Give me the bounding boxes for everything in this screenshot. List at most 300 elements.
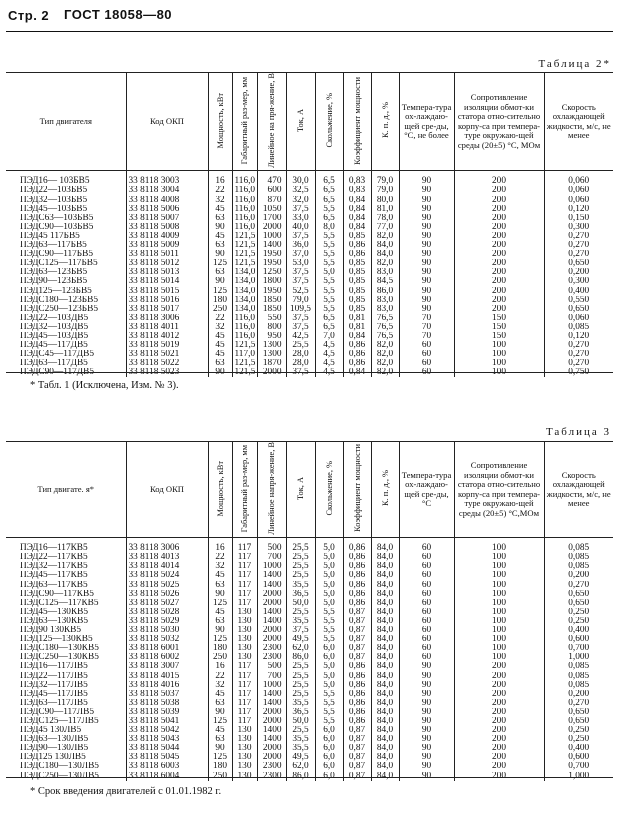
cell-code: 33 8118 3006 — [126, 314, 208, 323]
cell-current: 35,5 — [286, 581, 315, 590]
cell-voltage: 1800 — [257, 277, 286, 286]
cell-temp: 60 — [399, 562, 454, 571]
cell-voltage: 2300 — [257, 644, 286, 653]
cell-size: 134,0 — [232, 268, 257, 277]
cell-type: ПЭД125 130ЛВ5 — [20, 753, 86, 763]
cell-speed: 0,600 — [544, 753, 613, 762]
cell-resist: 200 — [454, 287, 544, 296]
table2-caption: Таблица 2* — [538, 58, 611, 70]
cell-voltage: 500 — [257, 662, 286, 671]
cell-pf: 0,87 — [343, 726, 371, 735]
cell-current: 25,5 — [286, 726, 315, 735]
cell-type: ПЭД22—103БВ5 — [20, 186, 88, 196]
col-header-current: Ток, А — [286, 442, 315, 538]
table-row — [6, 753, 613, 762]
cell-power: 90 — [208, 626, 232, 635]
table-row — [6, 590, 613, 599]
table-row — [6, 581, 613, 590]
cell-resist: 100 — [454, 350, 544, 359]
cell-resist: 200 — [454, 305, 544, 314]
cell-power: 22 — [208, 553, 232, 562]
cell-voltage: 1400 — [257, 690, 286, 699]
cell-eff: 82,0 — [371, 359, 399, 368]
cell-current: 25,5 — [286, 341, 315, 350]
cell-pf: 0,86 — [343, 590, 371, 599]
cell-speed: 0,085 — [544, 553, 613, 562]
cell-power: 63 — [208, 268, 232, 277]
cell-power: 63 — [208, 214, 232, 223]
cell-resist: 200 — [454, 690, 544, 699]
cell-pf: 0,86 — [343, 250, 371, 259]
cell-size: 117 — [232, 590, 257, 599]
cell-speed: 0,060 — [544, 196, 613, 205]
table-row — [6, 359, 613, 368]
cell-eff: 84,0 — [371, 690, 399, 699]
table-row — [6, 241, 613, 250]
cell-resist: 200 — [454, 717, 544, 726]
table-row — [6, 617, 613, 626]
cell-temp: 60 — [399, 635, 454, 644]
cell-size: 130 — [232, 772, 257, 781]
table-row — [6, 553, 613, 562]
cell-pf: 0,87 — [343, 644, 371, 653]
cell-eff: 76,5 — [371, 332, 399, 341]
cell-power: 22 — [208, 186, 232, 195]
cell-pf: 0,86 — [343, 699, 371, 708]
cell-voltage: 1400 — [257, 608, 286, 617]
cell-voltage: 2000 — [257, 599, 286, 608]
cell-current: 25,5 — [286, 562, 315, 571]
cell-speed: 1,000 — [544, 772, 613, 781]
cell-voltage: 1400 — [257, 699, 286, 708]
cell-speed: 0,250 — [544, 608, 613, 617]
cell-temp: 60 — [399, 368, 454, 377]
cell-voltage: 1850 — [257, 296, 286, 305]
cell-power: 45 — [208, 341, 232, 350]
cell-voltage: 700 — [257, 672, 286, 681]
cell-speed: 0,250 — [544, 735, 613, 744]
cell-current: 32,0 — [286, 196, 315, 205]
cell-eff: 84,0 — [371, 553, 399, 562]
cell-current: 35,5 — [286, 744, 315, 753]
cell-power: 125 — [208, 287, 232, 296]
cell-pf: 0,86 — [343, 581, 371, 590]
cell-type: ПЭД45—117ЛВ5 — [20, 689, 88, 699]
cell-code: 33 8118 5022 — [126, 359, 208, 368]
table-row — [6, 232, 613, 241]
cell-type: ПЭД63—117БВ5 — [20, 241, 87, 251]
cell-slip: 6,0 — [315, 753, 343, 762]
cell-eff: 84,0 — [371, 699, 399, 708]
cell-pf: 0,87 — [343, 772, 371, 781]
cell-code: 33 8118 3004 — [126, 186, 208, 195]
cell-size: 117 — [232, 599, 257, 608]
cell-current: 36,0 — [286, 241, 315, 250]
table-row — [6, 287, 613, 296]
cell-slip: 5,5 — [315, 259, 343, 268]
cell-eff: 76,5 — [371, 314, 399, 323]
cell-pf: 0,85 — [343, 296, 371, 305]
cell-eff: 79,0 — [371, 171, 399, 187]
cell-size: 134,0 — [232, 296, 257, 305]
cell-type: ПЭДС90—117ДВ5 — [20, 368, 94, 378]
cell-current: 25,5 — [286, 681, 315, 690]
table-row — [6, 341, 613, 350]
cell-speed: 0,400 — [544, 626, 613, 635]
cell-resist: 200 — [454, 744, 544, 753]
cell-slip: 6,5 — [315, 314, 343, 323]
cell-power: 45 — [208, 726, 232, 735]
cell-size: 130 — [232, 608, 257, 617]
table-row — [6, 690, 613, 699]
cell-type: ПЭДС63—103БВ5 — [20, 213, 94, 223]
table-row — [6, 332, 613, 341]
cell-size: 117,0 — [232, 350, 257, 359]
cell-code: 33 8118 5009 — [126, 241, 208, 250]
col-header-pf: Коэффициент мощности — [343, 73, 371, 171]
cell-code: 33 8118 5025 — [126, 581, 208, 590]
cell-slip: 5,0 — [315, 538, 343, 554]
cell-speed: 0,650 — [544, 590, 613, 599]
cell-power: 90 — [208, 223, 232, 232]
cell-voltage: 1300 — [257, 350, 286, 359]
cell-size: 121,5 — [232, 241, 257, 250]
col-header-voltage: Линейное напря-жение, В — [257, 442, 286, 538]
cell-voltage: 1870 — [257, 359, 286, 368]
cell-current: 37,5 — [286, 368, 315, 377]
cell-voltage: 2300 — [257, 653, 286, 662]
cell-code: 33 8118 5008 — [126, 223, 208, 232]
cell-temp: 90 — [399, 662, 454, 671]
cell-code: 33 8118 5013 — [126, 268, 208, 277]
cell-type: ПЭДС90—117КВ5 — [20, 589, 94, 599]
cell-voltage: 2000 — [257, 635, 286, 644]
cell-resist: 200 — [454, 250, 544, 259]
cell-eff: 84,0 — [371, 717, 399, 726]
cell-eff: 82,0 — [371, 232, 399, 241]
cell-slip: 5,0 — [315, 681, 343, 690]
cell-voltage: 500 — [257, 538, 286, 554]
cell-current: 42,5 — [286, 332, 315, 341]
cell-type: ПЭД22—103ДВ5 — [20, 313, 89, 323]
cell-eff: 80,0 — [371, 196, 399, 205]
cell-power: 180 — [208, 296, 232, 305]
cell-pf: 0,84 — [343, 205, 371, 214]
cell-temp: 60 — [399, 359, 454, 368]
cell-size: 116,0 — [232, 196, 257, 205]
cell-speed: 0,085 — [544, 323, 613, 332]
cell-eff: 84,0 — [371, 644, 399, 653]
cell-slip: 5,0 — [315, 599, 343, 608]
cell-current: 36,5 — [286, 708, 315, 717]
cell-pf: 0,86 — [343, 681, 371, 690]
cell-pf: 0,81 — [343, 314, 371, 323]
cell-resist: 100 — [454, 581, 544, 590]
cell-type: ПЭДС125—117БВ5 — [20, 259, 98, 269]
cell-resist: 200 — [454, 753, 544, 762]
cell-slip: 8,0 — [315, 223, 343, 232]
cell-voltage: 600 — [257, 186, 286, 195]
cell-type: ПЭДС180—123БВ5 — [20, 295, 98, 305]
cell-voltage: 2000 — [257, 590, 286, 599]
cell-power: 90 — [208, 250, 232, 259]
cell-temp: 90 — [399, 214, 454, 223]
cell-temp: 60 — [399, 553, 454, 562]
cell-temp: 60 — [399, 350, 454, 359]
cell-resist: 200 — [454, 241, 544, 250]
cell-eff: 84,0 — [371, 581, 399, 590]
cell-eff: 84,0 — [371, 708, 399, 717]
cell-speed: 0,300 — [544, 223, 613, 232]
cell-size: 121,5 — [232, 359, 257, 368]
table-row — [6, 171, 613, 187]
cell-temp: 60 — [399, 571, 454, 580]
table-row — [6, 205, 613, 214]
cell-pf: 0,86 — [343, 359, 371, 368]
cell-pf: 0,84 — [343, 223, 371, 232]
cell-voltage: 2000 — [257, 744, 286, 753]
cell-temp: 60 — [399, 617, 454, 626]
cell-size: 121,5 — [232, 341, 257, 350]
cell-code: 33 8118 5007 — [126, 214, 208, 223]
cell-speed: 0,650 — [544, 599, 613, 608]
cell-type: ПЭД63—117ЛВ5 — [20, 698, 88, 708]
cell-code: 33 8118 5014 — [126, 277, 208, 286]
cell-code: 33 8118 5015 — [126, 287, 208, 296]
cell-resist: 200 — [454, 205, 544, 214]
cell-code: 33 8118 6004 — [126, 772, 208, 781]
cell-size: 116,0 — [232, 314, 257, 323]
cell-code: 33 8118 6001 — [126, 644, 208, 653]
cell-speed: 0,270 — [544, 341, 613, 350]
cell-power: 45 — [208, 332, 232, 341]
table-row — [6, 350, 613, 359]
cell-resist: 150 — [454, 332, 544, 341]
cell-pf: 0,86 — [343, 708, 371, 717]
cell-current: 25,5 — [286, 553, 315, 562]
cell-speed: 0,200 — [544, 571, 613, 580]
cell-resist: 200 — [454, 681, 544, 690]
cell-slip: 5,0 — [315, 590, 343, 599]
table-row — [6, 672, 613, 681]
cell-size: 116,0 — [232, 171, 257, 187]
cell-speed: 0,270 — [544, 350, 613, 359]
cell-voltage: 700 — [257, 553, 286, 562]
cell-type: ПЭД45 130ЛВ5 — [20, 726, 82, 736]
col-header-resist: Сопротивление изоляции обмот-ки статора отно-сительно корпу-са при темпера-туре окружаю-щей среды (20±5) °С,МОм — [454, 442, 544, 538]
cell-temp: 90 — [399, 681, 454, 690]
cell-power: 16 — [208, 171, 232, 187]
cell-pf: 0,86 — [343, 341, 371, 350]
cell-eff: 82,0 — [371, 259, 399, 268]
cell-eff: 83,0 — [371, 296, 399, 305]
cell-speed: 0,060 — [544, 186, 613, 195]
cell-speed: 0,300 — [544, 277, 613, 286]
cell-code: 33 8118 5039 — [126, 708, 208, 717]
cell-current: 37,0 — [286, 250, 315, 259]
cell-current: 36,5 — [286, 590, 315, 599]
cell-power: 180 — [208, 762, 232, 771]
cell-temp: 90 — [399, 699, 454, 708]
cell-eff: 84,0 — [371, 241, 399, 250]
cell-power: 63 — [208, 241, 232, 250]
cell-code: 33 8118 5038 — [126, 699, 208, 708]
cell-speed: 0,600 — [544, 635, 613, 644]
col-header-slip: Скольжение, % — [315, 73, 343, 171]
cell-speed: 0,250 — [544, 726, 613, 735]
col-header-type: Тип двигателя — [6, 73, 126, 171]
cell-slip: 6,0 — [315, 726, 343, 735]
cell-temp: 60 — [399, 590, 454, 599]
cell-type: ПЭД125—130КВ5 — [20, 635, 93, 645]
cell-type: ПЭД63—123БВ5 — [20, 268, 88, 278]
cell-resist: 200 — [454, 296, 544, 305]
cell-speed: 0,270 — [544, 241, 613, 250]
cell-speed: 0,550 — [544, 296, 613, 305]
table-row — [6, 681, 613, 690]
cell-resist: 100 — [454, 590, 544, 599]
cell-size: 134,0 — [232, 305, 257, 314]
cell-voltage: 2000 — [257, 753, 286, 762]
cell-code: 33 8118 4013 — [126, 553, 208, 562]
cell-voltage: 1400 — [257, 735, 286, 744]
cell-type: ПЭДС180—130ЛВ5 — [20, 762, 99, 772]
cell-code: 33 8118 5028 — [126, 608, 208, 617]
cell-power: 63 — [208, 617, 232, 626]
table-row — [6, 644, 613, 653]
cell-code: 33 8118 5016 — [126, 296, 208, 305]
col-header-power: Мощность, кВт — [208, 73, 232, 171]
cell-eff: 84,0 — [371, 538, 399, 554]
table3-bottom-rule — [6, 777, 613, 778]
cell-pf: 0,87 — [343, 626, 371, 635]
cell-eff: 84,0 — [371, 681, 399, 690]
cell-temp: 90 — [399, 205, 454, 214]
cell-power: 22 — [208, 672, 232, 681]
col-header-temp: Темпера-тура ох-лаждаю-щей сре-ды, °С, не более — [399, 73, 454, 171]
cell-type: ПЭД16—117ЛВ5 — [20, 662, 88, 672]
cell-speed: 0,085 — [544, 672, 613, 681]
cell-size: 117 — [232, 690, 257, 699]
cell-temp: 60 — [399, 653, 454, 662]
cell-size: 117 — [232, 672, 257, 681]
cell-speed: 0,650 — [544, 717, 613, 726]
cell-eff: 82,0 — [371, 368, 399, 377]
cell-temp: 90 — [399, 726, 454, 735]
col-header-slip: Скольжение, % — [315, 442, 343, 538]
cell-pf: 0,85 — [343, 277, 371, 286]
cell-eff: 84,0 — [371, 735, 399, 744]
cell-size: 117 — [232, 699, 257, 708]
cell-current: 28,0 — [286, 359, 315, 368]
cell-slip: 6,5 — [315, 196, 343, 205]
cell-pf: 0,85 — [343, 259, 371, 268]
cell-temp: 70 — [399, 323, 454, 332]
cell-temp: 60 — [399, 644, 454, 653]
col-header-eff: К. п. д., % — [371, 442, 399, 538]
cell-slip: 5,0 — [315, 672, 343, 681]
cell-power: 63 — [208, 699, 232, 708]
cell-resist: 200 — [454, 708, 544, 717]
cell-slip: 5,5 — [315, 277, 343, 286]
cell-speed: 0,270 — [544, 359, 613, 368]
cell-code: 33 8118 6002 — [126, 653, 208, 662]
cell-eff: 84,0 — [371, 672, 399, 681]
cell-eff: 82,0 — [371, 350, 399, 359]
cell-current: 109,5 — [286, 305, 315, 314]
cell-power: 90 — [208, 744, 232, 753]
table-row — [6, 296, 613, 305]
cell-type: ПЭД45—117КВ5 — [20, 571, 88, 581]
cell-eff: 84,0 — [371, 662, 399, 671]
cell-code: 33 8118 6003 — [126, 762, 208, 771]
cell-eff: 83,0 — [371, 305, 399, 314]
cell-eff: 83,0 — [371, 268, 399, 277]
cell-size: 117 — [232, 681, 257, 690]
cell-temp: 90 — [399, 690, 454, 699]
cell-resist: 200 — [454, 259, 544, 268]
cell-size: 134,0 — [232, 277, 257, 286]
cell-current: 40,0 — [286, 223, 315, 232]
cell-size: 116,0 — [232, 323, 257, 332]
col-header-eff: К. п. д., % — [371, 73, 399, 171]
cell-pf: 0,83 — [343, 171, 371, 187]
cell-slip: 5,5 — [315, 708, 343, 717]
cell-type: ПЭД63—130КВ5 — [20, 616, 89, 626]
cell-speed: 0,060 — [544, 171, 613, 187]
cell-power: 32 — [208, 323, 232, 332]
cell-size: 116,0 — [232, 214, 257, 223]
table-row — [6, 726, 613, 735]
table-row — [6, 186, 613, 195]
cell-resist: 200 — [454, 171, 544, 187]
cell-slip: 5,0 — [315, 562, 343, 571]
cell-resist: 200 — [454, 196, 544, 205]
cell-power: 90 — [208, 708, 232, 717]
cell-voltage: 2000 — [257, 223, 286, 232]
cell-resist: 100 — [454, 635, 544, 644]
cell-slip: 7,0 — [315, 332, 343, 341]
cell-code: 33 8118 5044 — [126, 744, 208, 753]
cell-code: 33 8118 5037 — [126, 690, 208, 699]
cell-resist: 100 — [454, 608, 544, 617]
cell-eff: 84,0 — [371, 772, 399, 781]
cell-speed: 0,650 — [544, 305, 613, 314]
cell-eff: 76,5 — [371, 323, 399, 332]
cell-eff: 84,0 — [371, 250, 399, 259]
table-row — [6, 538, 613, 554]
cell-type: ПЭД45—103БВ5 — [20, 204, 88, 214]
cell-code: 33 8118 4009 — [126, 232, 208, 241]
table-row — [6, 250, 613, 259]
table-row — [6, 268, 613, 277]
cell-eff: 84,0 — [371, 599, 399, 608]
cell-resist: 100 — [454, 571, 544, 580]
cell-code: 33 8118 4008 — [126, 196, 208, 205]
cell-voltage: 1850 — [257, 305, 286, 314]
cell-eff: 84,0 — [371, 608, 399, 617]
cell-size: 117 — [232, 662, 257, 671]
cell-eff: 84,0 — [371, 653, 399, 662]
cell-size: 130 — [232, 753, 257, 762]
cell-code: 33 8118 3007 — [126, 662, 208, 671]
table-2-body — [6, 171, 613, 378]
cell-type: ПЭД63—117КВ5 — [20, 580, 88, 590]
cell-voltage: 2300 — [257, 772, 286, 781]
cell-power: 250 — [208, 653, 232, 662]
cell-slip: 5,5 — [315, 296, 343, 305]
cell-voltage: 870 — [257, 196, 286, 205]
